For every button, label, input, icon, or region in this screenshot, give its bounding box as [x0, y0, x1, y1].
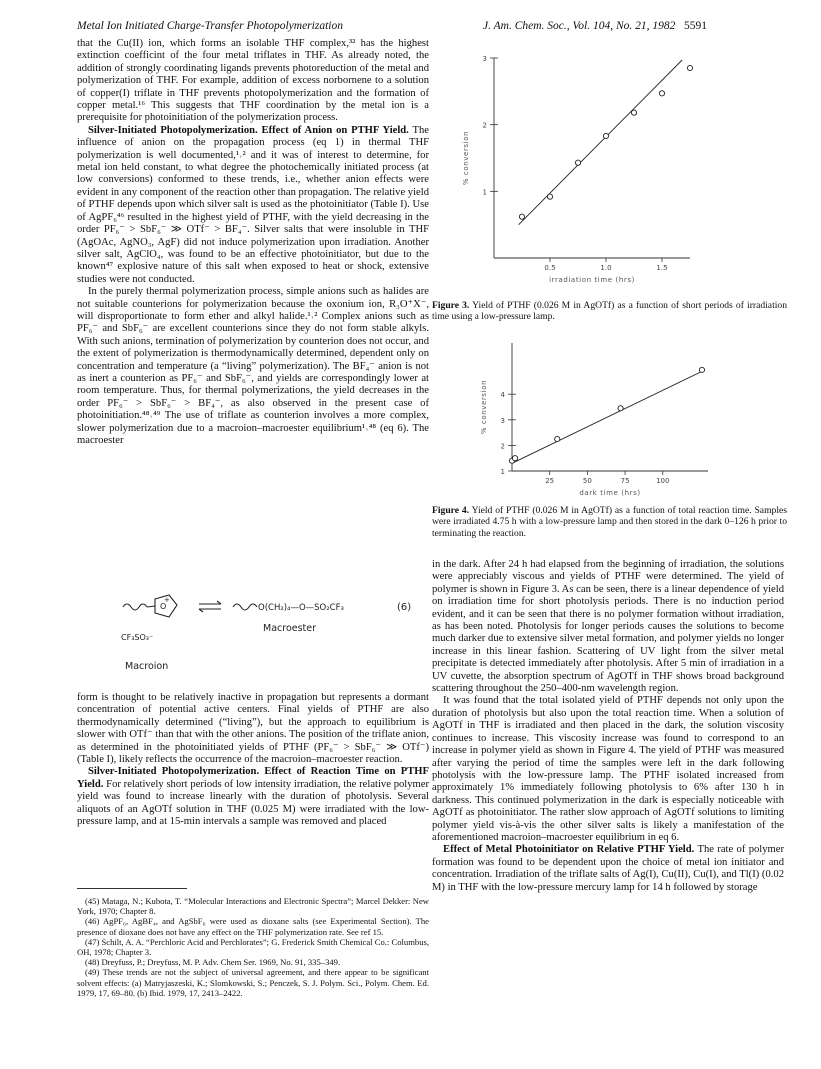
- fig3-x-tick-label: 0.5: [544, 264, 556, 272]
- fig3-y-tick-label: 3: [482, 55, 487, 63]
- paragraph: [77, 125, 429, 286]
- footnote: (46) AgPF₆, AgBF₄, and AgSbF₆ were used as dioxane salts (see Experimental Section). The presence of dioxane does not have any effect on the THF polymerization rate. See ref 15.: [77, 916, 429, 937]
- equation-6-scheme: [77, 585, 429, 683]
- fig3-x-axis-label: irradiation time (hrs): [549, 276, 635, 284]
- fig4-data-point: [512, 456, 517, 461]
- ring-oxygen-label: O: [160, 602, 167, 611]
- running-header-journal: [483, 20, 707, 32]
- figure-4-chart: [470, 335, 720, 505]
- triflate-counterion-label: CF₃SO₃⁻: [121, 633, 154, 642]
- fig4-data-point: [618, 406, 623, 411]
- macroester-formula: O(CH₂)₄—O—SO₂CF₃: [258, 603, 344, 613]
- footnote: (48) Dreyfuss, P.; Dreyfuss, M. P. Adv. Chem Ser. 1969, No. 91, 335–349.: [85, 957, 341, 968]
- fig3-x-tick-label: 1.0: [600, 264, 612, 272]
- fig3-data-point: [603, 133, 608, 138]
- running-header-title: Metal Ion Initiated Charge-Transfer Photopolymerization: [77, 20, 343, 32]
- figure-3-caption: [432, 300, 787, 323]
- fig4-fit-line: [512, 370, 705, 463]
- paragraph: [432, 844, 784, 894]
- fig3-y-tick-label: 1: [482, 188, 487, 197]
- fig4-x-axis-label: dark time (hrs): [579, 489, 641, 497]
- fig4-y-tick-label: 4: [500, 391, 505, 400]
- figure-3-label: Figure 3.: [432, 300, 470, 311]
- ring-charge: +: [164, 596, 170, 604]
- fig3-data-point: [631, 110, 636, 115]
- fig3-data-point: [519, 214, 524, 219]
- paragraph-body: The influence of anion on the propagation process (eq 1) in thermal THF polymerization is well documented,¹˒² and it was of interest to determine, for metal ion held constant, to what degree the photochemically initiated process (at low conversions) conformed to these trends, i.e., whether anion effects were evident in any component of the reaction other than propagation. The relative yield of PTHF depends upon which silver salt is used as the photoinitiator (Table I). Use of AgPF₆⁴⁶ resulted in the highest yield of PTHF, with the yield decreasing in the order PF₆⁻ > SbF₆⁻ ≫ OTf⁻ > BF₄⁻. Silver salts that were insoluble in THF (AgOAc, AgNO₃, AgF) did not induce polymerization upon irradiation. Another silver salt, AgClO₄, was found to be an effective photoinitiator, but due to the known⁴⁷ explosive nature of this salt when exposed to heat or shock, extensive studies were not conducted.: [77, 124, 429, 285]
- macroion-macroester-scheme: [77, 585, 429, 683]
- fig4-x-tick-label: 75: [620, 477, 630, 485]
- fig4-x-tick-label: 50: [582, 477, 592, 485]
- fig4-y-axis-label: % conversion: [480, 379, 488, 435]
- section-heading: Silver-Initiated Photopolymerization. Effect of Anion on PTHF Yield.: [88, 124, 409, 136]
- page-number: 5591: [684, 20, 708, 32]
- fig3-data-point: [575, 160, 580, 165]
- footnote-rule: [77, 888, 187, 889]
- fig4-y-tick-label: 3: [500, 416, 505, 425]
- fig4-data-point: [555, 436, 560, 441]
- fig3-y-axis-label: % conversion: [462, 130, 470, 186]
- paragraph: in the dark. After 24 h had elapsed from the beginning of irradiation, the solutions were appreciably viscous and yields of PTHF were determined. The yield of polymer is shown in Figure 3. As can be seen, there is a linear dependence of yield on irradiation time for short photolysis periods. There is no induction period evident, and it can be seen that there is no polymer formation without irradiation, as has been noted. Photolysis for longer periods causes the solutions to become much darker due to extensive silver metal formation, and polymer yields no longer increase in this linear fashion. Scattering of UV light from the silver metal precipitate is detected immediately after photolysis. After 5 min of irradiation in a UV cuvette, the absorption spectrum of AgOTf in THF shows broad background scattering throughout the 250–400-nm wavelength region.: [432, 559, 784, 695]
- right-column: [432, 559, 784, 894]
- equation-number: (6): [397, 602, 412, 613]
- figure-4-caption: [432, 505, 787, 539]
- fig3-data-point: [547, 194, 552, 199]
- paragraph: In the purely thermal polymerization process, simple anions such as halides are not suitable counterions for polymerization because the oxonium ion, R₃O⁺X⁻, will disproportionate to form ether and alkyl halide.¹˒² Complex anions such as PF₆⁻ and SbF₆⁻ are excellent counterions since they do not form stable alkyls. With such anions, termination of polymerization by counterion does not occur, and the extent of polymerization is thermodynamically determined, dependent only on concentration and temperature (a “living” polymerization). The BF₄⁻ anion is not as inert a counterion as PF₆⁻ and SbF₆⁻, and yields are correspondingly lower at room temperature. Thus, for thermal polymerizations, the yield decreases in the order PF₆⁻ > SbF₆⁻ > BF₄⁻, as also observed in the present case of photoinitiation.⁴⁸˒⁴⁹ The use of triflate as counterion involves a more complex, slower polymerization due to a macroion–macroester equilibrium¹˒⁴⁸ (eq 6). The macroester: [77, 286, 429, 446]
- left-column-continued: [77, 692, 429, 828]
- paragraph: that the Cu(II) ion, which forms an isolable THF complex,³² has the highest extinction coefficint of the four metal triflates in THF. As already noted, the addition of strongly coordinating ligands prevents photoreduction of the metal and polymerization of THF. For example, addition of excess norbornene to a solution of copper(I) triflate in THF prevents photopolymerization and the formation of copper metal.¹⁶ This suggests that THF coordination by the metal ion is a prerequisite for photoinitiation of the polymerization process.: [77, 38, 429, 124]
- footnote: (47) Schilt, A. A. “Perchloric Acid and Perchlorates”; G. Frederick Smith Chemical Co.: Columbus, OH, 1978; Chapter 3.: [77, 936, 429, 958]
- footnote: (49) These trends are not the subject of universal agreement, and there appear to be significant solvent effects: (a) Matryjaszeski, K.; Slomkowski, S.; Penczek, S. J. Polym. Sci., Polym. Chem. Ed. 1979, 17, 69–80. (b) Ibid. 1979, 17, 2413–2422.: [77, 967, 429, 998]
- fig4-y-tick-label: 1: [500, 468, 505, 476]
- figure-3-caption-text: Yield of PTHF (0.026 M in AgOTf) as a function of short periods of irradiation time using a low-pressure lamp.: [432, 300, 787, 323]
- fig3-y-tick-label: 2: [482, 121, 487, 130]
- footnotes: [77, 896, 429, 998]
- footnote: (45) Mataga, N.; Kubota, T. “Molecular Interactions and Electronic Spectra”; Marcel Dekker: New York, 1970; Chapter 8.: [77, 896, 429, 917]
- fig4-data-point: [699, 367, 704, 372]
- section-heading: Effect of Metal Photoinitiator on Relative PTHF Yield.: [443, 844, 695, 856]
- left-column: [77, 38, 429, 447]
- figure-3-chart: [462, 50, 720, 295]
- paragraph-body: The rate of polymer formation was found to be dependent upon the choice of metal ion initiator and concentration. Irradiation of the triflate salts of Ag(I), Cu(II), Cu(I), and Tl(I) (0.02 M) in THF with the low-pressure mercury lamp for 14 h followed by storage: [432, 844, 785, 893]
- fig3-data-point: [687, 65, 692, 70]
- paragraph-body: For relatively short periods of low intensity irradiation, the relative polymer yield was found to increase linearly with the duration of photolysis. Several aliquots of an AgOTf solution in THF (0.025 M) were irradiated with the low-pressure lamp, and at 15-min intervals a sample was removed and placed: [77, 778, 429, 828]
- fig4-x-tick-label: 25: [545, 477, 555, 485]
- journal-citation: J. Am. Chem. Soc., Vol. 104, No. 21, 1982: [483, 20, 676, 32]
- polymer-chain-wave: [123, 604, 147, 610]
- fig3-data-point: [659, 91, 664, 96]
- fig4-x-tick-label: 100: [656, 477, 670, 485]
- figure-4: [470, 335, 720, 510]
- fig3-fit-line: [519, 60, 683, 225]
- section-heading: Silver-Initiated Photopolymerization. Effect of Reaction Time on PTHF Yield.: [77, 766, 429, 790]
- figure-3: [462, 50, 720, 300]
- ester-chain-wave: [233, 604, 257, 610]
- figure-4-label: Figure 4.: [432, 505, 470, 516]
- fig3-x-tick-label: 1.5: [656, 264, 668, 272]
- macroester-label: Macroester: [263, 623, 317, 634]
- paragraph: form is thought to be relatively inactive in propagation but represents a dormant concentration of potential active centers. Final yields of PTHF are also thermodynamically determined (“living”), but the approach to equilibrium is slower with OTf⁻ than that with the other anions. The position of the triflate anion, as determined in the photoinitiated yields of PTHF (PF₆⁻ > SbF₆⁻ ≫ OTf⁻) (Table I), likely reflects the occurrence of the macroion–macroester reaction.: [77, 692, 429, 766]
- macroion-label: Macroion: [125, 661, 169, 672]
- figure-4-caption-text: Yield of PTHF (0.026 M in AgOTf) as a function of total reaction time. Samples were irradiated 4.75 h with a low-pressure lamp and then stored in the dark 0–126 h prior to terminating the reaction.: [432, 505, 787, 539]
- fig4-y-tick-label: 2: [500, 442, 505, 451]
- paragraph: It was found that the total isolated yield of PTHF depends not only upon the duration of photolysis but also upon the total reaction time. When a solution of AgOTf in THF is irradiated and then placed in the dark, the solution viscosity continues to increase. This viscosity increase was found to correspond to an increase in polymer yield as shown in Figure 4. The yield of PTHF was measured after varying the period of time the samples were left in the dark following photolysis with the low-pressure lamp. The PTHF isolated increased from approximately 1% immediately following photolysis to 6% after 130 h in darkness. This continued polymerization in the dark is especially noticeable with AgOTf as photoinitiator. The rather slow approach of AgOTf solutions to limiting polymer yield vis-à-vis the other silver salts is likely a manifestation of the aforementioned macroion–macroester equilibrium in eq 6.: [432, 695, 784, 843]
- paragraph: [77, 766, 429, 828]
